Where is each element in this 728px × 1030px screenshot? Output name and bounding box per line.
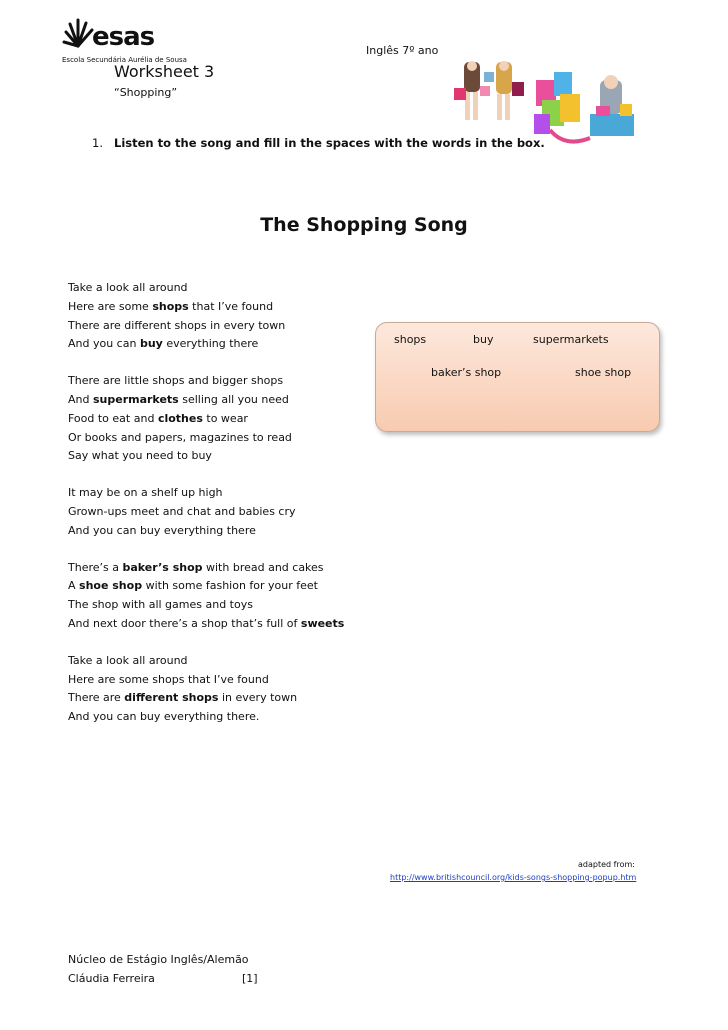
lyric-line xyxy=(68,279,368,298)
lyric-line xyxy=(68,447,368,466)
word-box-item: baker’s shop xyxy=(431,366,502,379)
lyric-line xyxy=(68,298,368,317)
lyric-text: A xyxy=(68,579,80,593)
song-title: The Shopping Song xyxy=(260,214,468,236)
word-box-item: shops xyxy=(394,333,427,346)
lyric-highlight-word: buy xyxy=(139,337,163,351)
shopping-bags-illustration xyxy=(530,70,644,152)
lyric-highlight-word: clothes xyxy=(157,411,203,425)
lyric-highlight-word: shoe shop xyxy=(79,579,143,593)
school-logo xyxy=(62,16,187,66)
lyric-text: And xyxy=(68,392,93,406)
lyric-line xyxy=(68,577,368,596)
lyric-text: Or books and papers, magazines to read xyxy=(68,430,292,444)
stanza-gap xyxy=(68,354,368,372)
lyric-line xyxy=(68,671,368,690)
footer-author: Cláudia Ferreira xyxy=(68,972,155,985)
song-lyrics xyxy=(68,279,368,727)
word-box xyxy=(375,322,660,432)
footer-department: Núcleo de Estágio Inglês/Alemão xyxy=(68,953,249,966)
lyric-line xyxy=(68,503,368,522)
logo-sunburst-icon xyxy=(62,18,96,50)
lyric-highlight-word: supermarkets xyxy=(92,392,179,406)
lyric-text: Here are some shops that I’ve found xyxy=(68,672,269,686)
lyric-text: There are different shops in every town xyxy=(68,318,286,332)
word-box-item: supermarkets xyxy=(533,333,609,346)
lyric-text: Take a look all around xyxy=(68,281,188,294)
worksheet-title: Worksheet 3 xyxy=(114,62,215,81)
lyric-line xyxy=(68,708,368,727)
lyric-text: everything there xyxy=(162,337,259,351)
lyric-text: Take a look all around xyxy=(68,653,188,667)
lyric-text: And you can xyxy=(68,337,140,351)
lyric-line xyxy=(68,484,368,503)
instruction xyxy=(92,136,545,150)
shopping-women-illustration xyxy=(450,58,532,128)
lyric-line xyxy=(68,372,368,391)
lyric-line xyxy=(68,410,368,429)
lyric-highlight-word: sweets xyxy=(300,616,345,630)
lyric-text: to wear xyxy=(202,411,248,425)
page-number: [1] xyxy=(242,972,258,985)
word-box-item: shoe shop xyxy=(575,366,632,379)
logo-text: esas xyxy=(92,22,155,52)
lyric-text: And next door there’s a shop that’s full of xyxy=(68,616,301,630)
school-name: Escola Secundária Aurélia de Sousa xyxy=(62,56,187,64)
lyric-text: And you can buy everything there. xyxy=(68,710,260,724)
instruction-text: Listen to the song and fill in the spaces with the words in the box. xyxy=(114,136,545,150)
lyric-highlight-word: different shops xyxy=(124,691,219,705)
lyric-text: Food to eat and xyxy=(68,411,158,425)
lyric-text: It may be on a shelf up high xyxy=(68,486,223,500)
lyric-text: There are little shops and bigger shops xyxy=(68,374,284,388)
lyric-text: in every town xyxy=(218,691,298,705)
stanza-gap xyxy=(68,634,368,652)
lyric-line xyxy=(68,652,368,671)
lyric-line xyxy=(68,317,368,336)
lyric-text: Grown-ups meet and chat and babies cry xyxy=(68,504,296,518)
lyric-line xyxy=(68,615,368,634)
lyric-highlight-word: shops xyxy=(152,299,189,313)
worksheet-subtitle: “Shopping” xyxy=(114,86,178,99)
lyric-text: And you can buy everything there xyxy=(68,523,256,537)
lyric-text: The shop with all games and toys xyxy=(68,598,253,612)
word-box-item: buy xyxy=(473,333,494,346)
lyric-line xyxy=(68,522,368,541)
lyric-text: that I’ve found xyxy=(188,299,274,313)
source-label: adapted from: xyxy=(578,860,635,869)
lyric-highlight-word: baker’s shop xyxy=(122,560,203,574)
lyric-line xyxy=(68,429,368,448)
lyric-line xyxy=(68,335,368,354)
stanza-gap xyxy=(68,466,368,484)
subject-label: Inglês 7º ano xyxy=(366,44,439,57)
lyric-line xyxy=(68,689,368,708)
lyric-text: There’s a xyxy=(68,560,123,574)
lyric-text: with some fashion for your feet xyxy=(142,579,318,593)
lyric-text: with bread and cakes xyxy=(202,560,324,574)
lyric-text: Here are some xyxy=(68,299,153,313)
lyric-line xyxy=(68,391,368,410)
lyric-line xyxy=(68,596,368,615)
instruction-number: 1. xyxy=(92,136,103,150)
lyric-text: There are xyxy=(68,691,125,705)
stanza-gap xyxy=(68,541,368,559)
lyric-text: selling all you need xyxy=(178,392,289,406)
lyric-line xyxy=(68,559,368,578)
lyric-text: Say what you need to buy xyxy=(68,449,212,463)
source-link[interactable]: http://www.britishcouncil.org/kids-songs-shopping-popup.htm xyxy=(390,873,637,882)
